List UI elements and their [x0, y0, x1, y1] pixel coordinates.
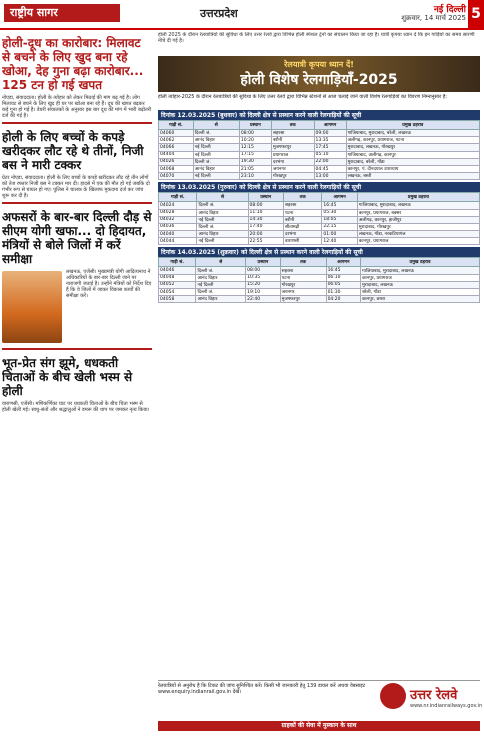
table-cell: 04052 [159, 281, 196, 288]
table-cell: सहरसा [283, 202, 321, 209]
table-cell: वाराणसी [283, 238, 321, 245]
table-cell: 04:45 [314, 165, 346, 172]
table-cell: अलीगढ़, कानपुर, प्रयागराज, पटना [346, 137, 479, 144]
table-cell: दरभंगा [283, 231, 321, 238]
table-row [159, 231, 480, 238]
table-cell: 10:35 [246, 274, 281, 281]
table-cell: 19:30 [239, 158, 271, 165]
advert-notice: होली त्योहार-2025 के दौरान रेलयात्रियों की सुविधा के लिए उत्तर रेलवे द्वारा विभिन्न स्टेशनों से आज चलाई जाने वाली विशेष रेलगाड़ियों का विवरण निम्नानुसार है: [158, 94, 448, 100]
story-body: ग्रेटर नोएडा, संवाददाता। होली के लिए बच्चों के कपड़े खरीदकर लौट रहे तीन लोगों को तेज रफ्तार निजी बस ने टक्कर मार दी। हादसे में एक की मौत हो गई जबकि दो गंभीर रूप से घायल हो गए। पुलिस ने चालक के खिलाफ मुकदमा दर्ज कर जांच शुरू कर दी है। [2, 175, 150, 199]
table-cell: कानपुर, प्रयागराज [357, 238, 479, 245]
advert-intro: होली 2025 के दौरान रेलयात्रियों की सुविधा के लिए उत्तर रेलवे द्वारा विभिन्न होली स्पेशल ट्रेनों का संचालन किया जा रहा है। यात्री कृपया ध्यान दें कि इन गाड़ियों का समय सारणी नीचे दी गई है। [158, 32, 475, 44]
table-cell: 09:00 [314, 130, 346, 137]
table-cell: दिल्ली जं. [197, 202, 248, 209]
table-cell: लखनऊ, गोंडा, नरकटियागंज [357, 231, 479, 238]
table-cell: 04058 [159, 296, 196, 303]
table-cell: कानपुर, छपरा [361, 296, 480, 303]
column-header: से [196, 258, 246, 267]
schedule-section-title: दिनांक 13.03.2025 (गुरुवार) को दिल्ली क्षेत्र से प्रस्थान करने वाली रेलगाड़ियों की सूची [158, 182, 480, 192]
column-header: प्रमुख ठहराव [346, 121, 479, 130]
table-cell: अलीगढ़, कानपुर, हाजीपुर [357, 216, 479, 223]
table-cell: 13:00 [314, 173, 346, 180]
table-cell: मुजफ्फरपुर [271, 144, 314, 151]
table-cell: कानपुर, पं. दीनदयाल उपाध्याय [346, 165, 479, 172]
table-cell: 08:00 [239, 130, 271, 137]
section-label: उत्तरप्रदेश [200, 7, 238, 20]
table-cell: 04:20 [326, 296, 361, 303]
page-number: 5 [468, 0, 484, 28]
table-cell: दिल्ली जं. [193, 158, 239, 165]
table-cell: 17:15 [239, 151, 271, 158]
schedule-section-title: दिनांक 12.03.2025 (बुधवार) को दिल्ली क्षेत्र से प्रस्थान करने वाली रेलगाड़ियों की सूची [158, 110, 480, 120]
advert-footer [158, 680, 483, 731]
table-row [159, 165, 480, 172]
table-cell: 01:30 [326, 289, 361, 296]
table-cell: 17:40 [248, 223, 283, 230]
schedule-section-title: दिनांक 14.03.2025 (शुक्रवार) को दिल्ली क्षेत्र से प्रस्थान करने वाली रेलगाड़ियों की सूची [158, 247, 480, 257]
table-cell: 04040 [159, 231, 197, 238]
column-header: तक [280, 258, 326, 267]
table-row [159, 130, 480, 137]
table-cell: दिल्ली जं. [196, 267, 246, 274]
column-header: प्रस्थान [239, 121, 271, 130]
table-cell: 04032 [159, 216, 197, 223]
table-cell: 04026 [159, 158, 194, 165]
table-cell: 06:05 [326, 281, 361, 288]
table-cell: 04070 [159, 173, 194, 180]
table-row [159, 238, 480, 245]
table-cell: नई दिल्ली [197, 216, 248, 223]
train-schedule [158, 110, 480, 303]
table-cell: 04046 [159, 267, 196, 274]
column-header: प्रस्थान [246, 258, 281, 267]
table-cell: 22:40 [246, 296, 281, 303]
column-header: प्रमुख ठहराव [361, 258, 480, 267]
table-row [159, 289, 480, 296]
table-cell: 23:10 [239, 173, 271, 180]
table-cell: 13:35 [314, 137, 346, 144]
table-row [159, 137, 480, 144]
table-row [159, 216, 480, 223]
column-header: से [197, 193, 248, 202]
table-cell: गोरखपुर [271, 173, 314, 180]
table-cell: आनंद विहार [196, 274, 246, 281]
table-cell: नई दिल्ली [197, 238, 248, 245]
table-cell: दिल्ली जं. [197, 223, 248, 230]
table-cell: आनंद विहार [193, 137, 239, 144]
story-headline[interactable]: भूत-प्रेत संग झूमे, धधकती चिताओं के बीच खेली भस्म से होली [2, 356, 133, 398]
column-header: से [193, 121, 239, 130]
table-cell: 04044 [159, 238, 197, 245]
footer-text: रेलयात्रियों से अनुरोध है कि टिकट की जांच सुनिश्चित करें। किसी भी जानकारी हेतु 139 डायल करें अथवा वेबसाइट www.enquiry.indianrail.gov.in देखें। [158, 683, 366, 695]
table-cell: आनंद विहार [197, 231, 248, 238]
column-header: गाड़ी सं. [159, 193, 197, 202]
table-cell: मुरादाबाद, लखनऊ [361, 281, 480, 288]
column-header: आगमन [322, 193, 357, 202]
story-body: नोएडा, संवाददाता। होली के त्योहार को लेकर मिठाई की मांग बढ़ गई है। लोग मिलावट से बचने के लिए खुद ही घर पर खोआ बना रहे हैं। दूध की खपत बढ़कर कई गुना हो गई है। डेयरी संचालकों के अनुसार इस बार दूध की मांग में भारी बढ़ोतरी दर्ज की गई है। [2, 95, 152, 119]
table-cell: 22:15 [322, 223, 357, 230]
table-cell: जयनगर [280, 289, 326, 296]
table-row [159, 223, 480, 230]
table-cell: 01:00 [322, 231, 357, 238]
dateline-city: नई दिल्ली [433, 5, 466, 15]
table-cell: 04068 [159, 165, 194, 172]
table-cell: 04028 [159, 209, 197, 216]
story-headline[interactable]: अफसरों के बार-बार दिल्ली दौड़ से सीएम योगी खफा... दो हिदायत, मंत्रियों से बोले जिलों में करें समीक्षा [2, 210, 152, 266]
table-cell: 05:10 [314, 151, 346, 158]
table-cell: 16:45 [322, 202, 357, 209]
table-row [159, 173, 480, 180]
column-header: गाड़ी सं. [159, 121, 194, 130]
table-cell: 12:40 [322, 238, 357, 245]
table-row [159, 296, 480, 303]
railway-advert [158, 32, 483, 732]
table-cell: 17:45 [314, 144, 346, 151]
table-cell: 12:15 [239, 144, 271, 151]
table-cell: आनंद विहार [193, 165, 239, 172]
table-cell: 08:00 [246, 267, 281, 274]
table-cell: जयनगर [271, 165, 314, 172]
column-header: आगमन [326, 258, 361, 267]
page-header [0, 0, 484, 30]
table-cell: 04404 [159, 151, 194, 158]
table-cell: गाजियाबाद, मुरादाबाद, बरेली, लखनऊ [346, 130, 479, 137]
table-cell: 06:10 [326, 274, 361, 281]
railway-slogan: ग्राहकों की सेवा में मुस्कान के साथ [158, 721, 480, 731]
table-cell: 10:20 [239, 137, 271, 144]
news-photo [2, 271, 62, 343]
schedule-table [158, 257, 480, 303]
table-row [159, 281, 480, 288]
banner-title: होली विशेष रेलगाड़ियाँ-2025 [240, 72, 398, 88]
story-body: वाराणसी, एजेंसी। मणिकर्णिका घाट पर धधकती चिताओं के बीच चिता भस्म से होली खेली गई। साधु-संतों और श्रद्धालुओं ने डमरू की थाप पर जमकर नृत्य किया। [2, 401, 150, 413]
column-header: प्रमुख ठहराव [357, 193, 479, 202]
table-row [159, 209, 480, 216]
masthead: राष्ट्रीय सागर [4, 4, 120, 22]
table-cell: दरभंगा [271, 158, 314, 165]
railway-name: उत्तर रेलवे [410, 688, 458, 703]
table-cell: सहरसा [271, 130, 314, 137]
table-cell: 19:10 [246, 289, 281, 296]
table-cell: 04066 [159, 144, 194, 151]
table-row [159, 274, 480, 281]
column-header: तक [283, 193, 321, 202]
table-cell: गाजियाबाद, अलीगढ़, कानपुर [346, 151, 479, 158]
table-cell: गोरखपुर [280, 281, 326, 288]
table-cell: नई दिल्ली [196, 281, 246, 288]
story-headline[interactable]: होली के लिए बच्चों के कपड़े खरीदकर लौट रहे थे तीनों, निजी बस ने मारी टक्कर [2, 130, 144, 172]
advert-banner [158, 56, 480, 92]
table-cell: 18:05 [322, 216, 357, 223]
table-cell: पटना [280, 274, 326, 281]
table-cell: आनंद विहार [196, 296, 246, 303]
table-cell: 04060 [159, 130, 194, 137]
table-cell: नई दिल्ली [193, 144, 239, 151]
table-cell: 11:10 [248, 209, 283, 216]
table-cell: बरेली, गोंडा [361, 289, 480, 296]
table-cell: दिल्ली जं. [196, 289, 246, 296]
railway-logo-block [380, 683, 483, 713]
table-cell: नई दिल्ली [193, 173, 239, 180]
table-row [159, 144, 480, 151]
table-cell: पटना [283, 209, 321, 216]
story-body: लखनऊ, एजेंसी। मुख्यमंत्री योगी आदित्यनाथ ने अधिकारियों के बार-बार दिल्ली जाने पर नाराजगी जताई है। उन्होंने मंत्रियों को निर्देश दिए हैं कि वे जिलों में जाकर विकास कार्यों की समीक्षा करें। [66, 269, 152, 299]
table-cell: कानपुर, प्रयागराज, बक्सर [357, 209, 479, 216]
table-cell: बरौनी [283, 216, 321, 223]
table-cell: सीतामढ़ी [283, 223, 321, 230]
table-cell: 08:00 [248, 202, 283, 209]
schedule-table [158, 192, 480, 245]
table-cell: कानपुर, प्रयागराज [361, 274, 480, 281]
table-cell: प्रयागराज [271, 151, 314, 158]
schedule-table [158, 120, 480, 180]
table-cell: 15:20 [246, 281, 281, 288]
table-cell: 04048 [159, 274, 196, 281]
column-header: तक [271, 121, 314, 130]
table-cell: 04024 [159, 202, 197, 209]
table-cell: मुरादाबाद, बरेली, गोंडा [346, 158, 479, 165]
left-column [2, 32, 152, 732]
banner-subtitle: रेलयात्री कृपया ध्यान दें! [284, 60, 354, 69]
column-header: गाड़ी सं. [159, 258, 196, 267]
table-cell: आनंद विहार [197, 209, 248, 216]
table-cell: 04054 [159, 289, 196, 296]
table-row [159, 158, 480, 165]
table-row [159, 202, 480, 209]
table-cell: गाजियाबाद, मुरादाबाद, लखनऊ [357, 202, 479, 209]
table-cell: मुरादाबाद, लखनऊ, गोरखपुर [346, 144, 479, 151]
table-cell: बरौनी [271, 137, 314, 144]
table-cell: नई दिल्ली [193, 151, 239, 158]
column-header: प्रस्थान [248, 193, 283, 202]
table-cell: सहरसा [280, 267, 326, 274]
dateline-date: शुक्रवार, 14 मार्च 2025 [401, 14, 466, 22]
table-cell: मुजफ्फरपुर [280, 296, 326, 303]
table-cell: 21:05 [239, 165, 271, 172]
table-cell: लखनऊ, बस्ती [346, 173, 479, 180]
table-cell: 16:45 [326, 267, 361, 274]
railway-url[interactable]: www.nr.indianrailways.gov.in [410, 703, 483, 709]
table-row [159, 267, 480, 274]
column-header: आगमन [314, 121, 346, 130]
table-cell: 22:00 [314, 158, 346, 165]
table-cell: 05:30 [322, 209, 357, 216]
table-cell: 20:00 [248, 231, 283, 238]
story-headline[interactable]: होली-दूध का कारोबार: मिलावट से बचने के लिए खुद बना रहे खोआ, देह गुना बढ़ा कारोबार... 125 टन हो गई खपत [2, 36, 144, 92]
railway-logo-icon [380, 683, 406, 709]
table-cell: 04062 [159, 137, 194, 144]
table-cell: गाजियाबाद, मुरादाबाद, लखनऊ [361, 267, 480, 274]
table-cell: 04036 [159, 223, 197, 230]
table-cell: मुरादाबाद, गोरखपुर [357, 223, 479, 230]
table-row [159, 151, 480, 158]
table-cell: दिल्ली जं. [193, 130, 239, 137]
table-cell: 22:55 [248, 238, 283, 245]
table-cell: 14:30 [248, 216, 283, 223]
